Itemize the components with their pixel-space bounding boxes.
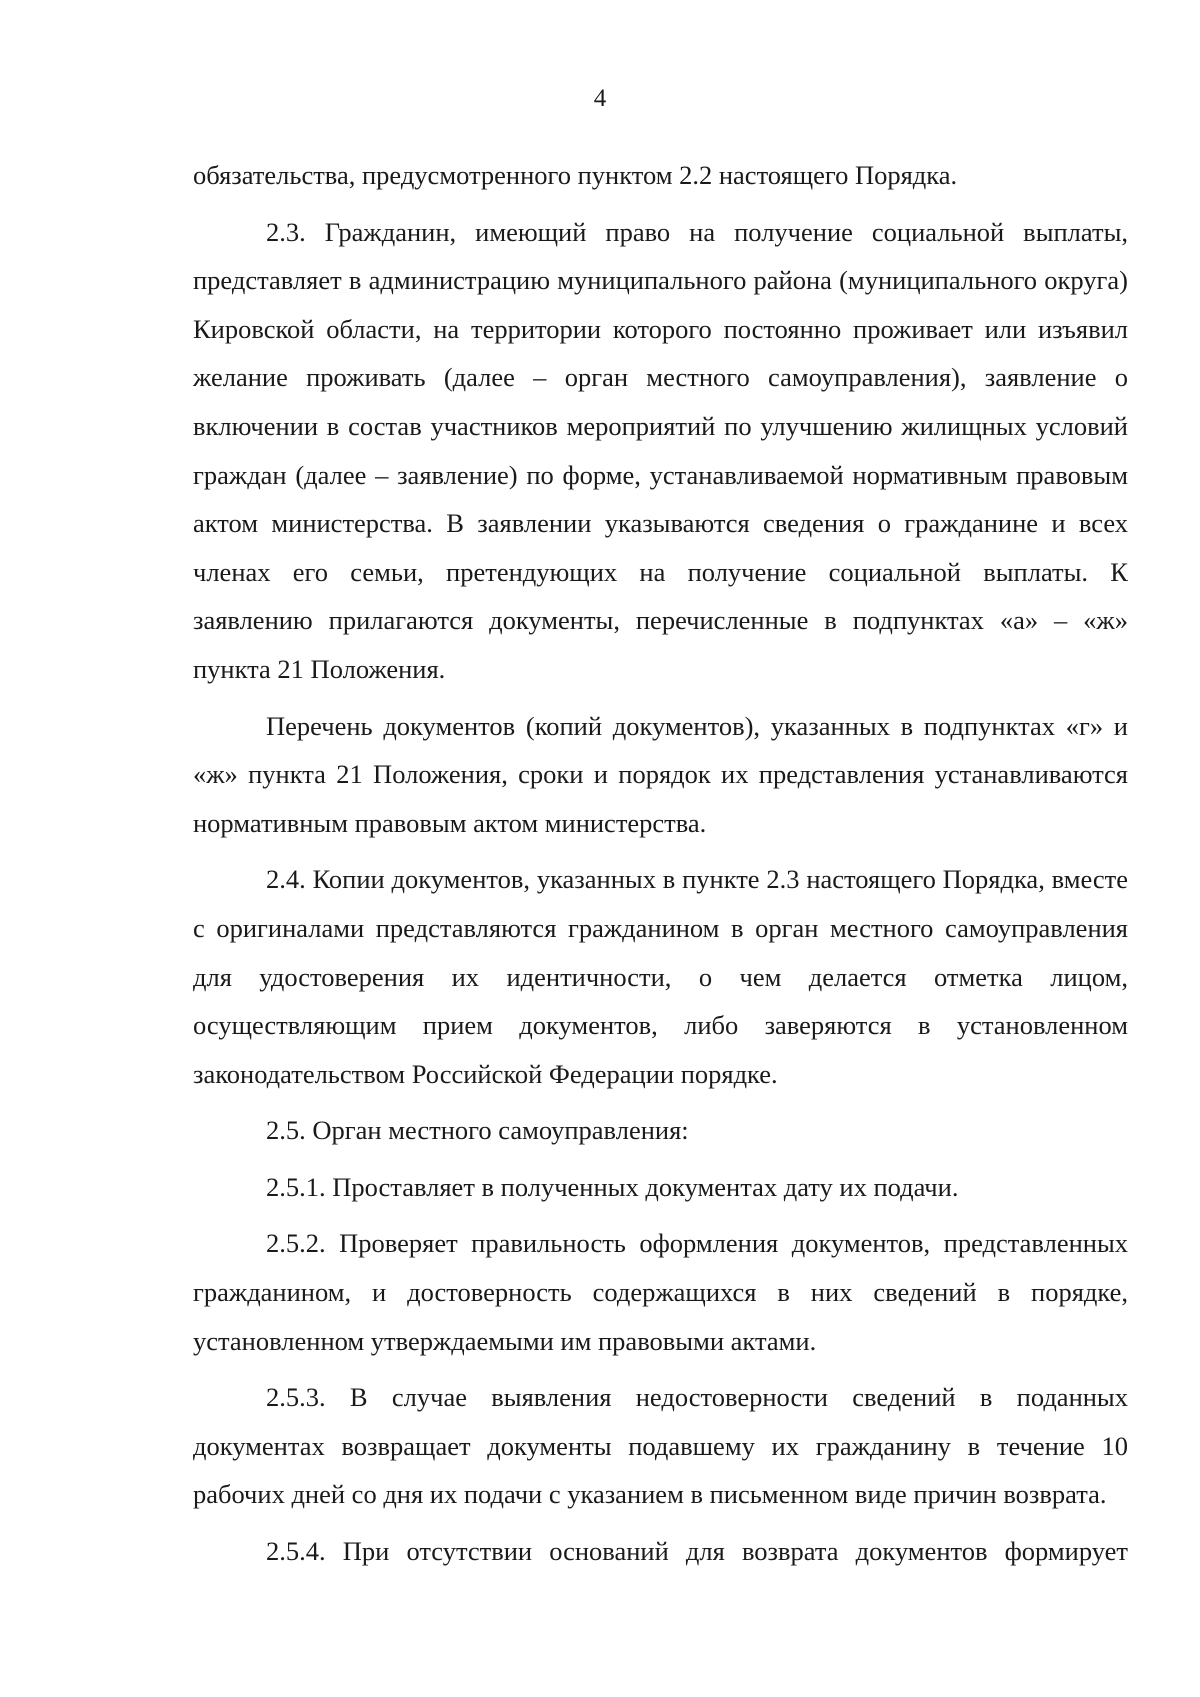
paragraph-2-3: 2.3. Гражданин, имеющий право на получение социальной выплаты, представляет в администрацию муниципального района (муниципального округа) Кировской области, на территории которого постоянно проживает или изъявил желание проживать (далее – орган местного самоуправления), заявление о включении в состав участников мероприятий по улучшению жилищных условий граждан (далее – заявление) по форме, устанавливаемой нормативным правовым актом министерства. В заявлении указываются сведения о гражданине и всех членах его семьи, претендующих на получение социальной выплаты. К заявлению прилагаются документы, перечисленные в подпунктах «а» – «ж» пункта 21 Положения. (193, 216, 1128, 684)
paragraph-2-5-3: 2.5.3. В случае выявления недостоверности сведений в поданных документах возвращает документы подавшему их гражданину в течение 10 рабочих дней со дня их подачи с указанием в письменном виде причин возврата. (193, 1382, 1128, 1510)
paragraph-continuation: обязательства, предусмотренного пунктом 2.2 настоящего Порядка. (193, 160, 958, 190)
paragraph-2-5-2: 2.5.2. Проверяет правильность оформления документов, представленных гражданином, и достоверность содержащихся в них сведений в порядке, установленном утверждаемыми им правовыми актами. (193, 1228, 1128, 1356)
page-number: 4 (593, 85, 607, 112)
paragraph-2-4: 2.4. Копии документов, указанных в пункте 2.3 настоящего Порядка, вместе с оригиналами представляются гражданином в орган местного самоуправления для удостоверения их идентичности, о чем делается отметка лицом, осуществляющим прием документов, либо заверяются в установленном законодательством Российской Федерации порядке. (193, 864, 1128, 1089)
paragraph-documents-list: Перечень документов (копий документов), указанных в подпунктах «г» и «ж» пункта 21 Положения, сроки и порядок их представления устанавливаются нормативным правовым актом министерства. (193, 710, 1128, 838)
paragraph-2-5-1: 2.5.1. Проставляет в полученных документах дату их подачи. (266, 1171, 959, 1202)
document-body (193, 151, 1128, 1576)
paragraph-2-5: 2.5. Орган местного самоуправления: (266, 1115, 689, 1146)
paragraph-2-5-4: 2.5.4. При отсутствии оснований для возврата документов формирует (266, 1536, 1128, 1567)
